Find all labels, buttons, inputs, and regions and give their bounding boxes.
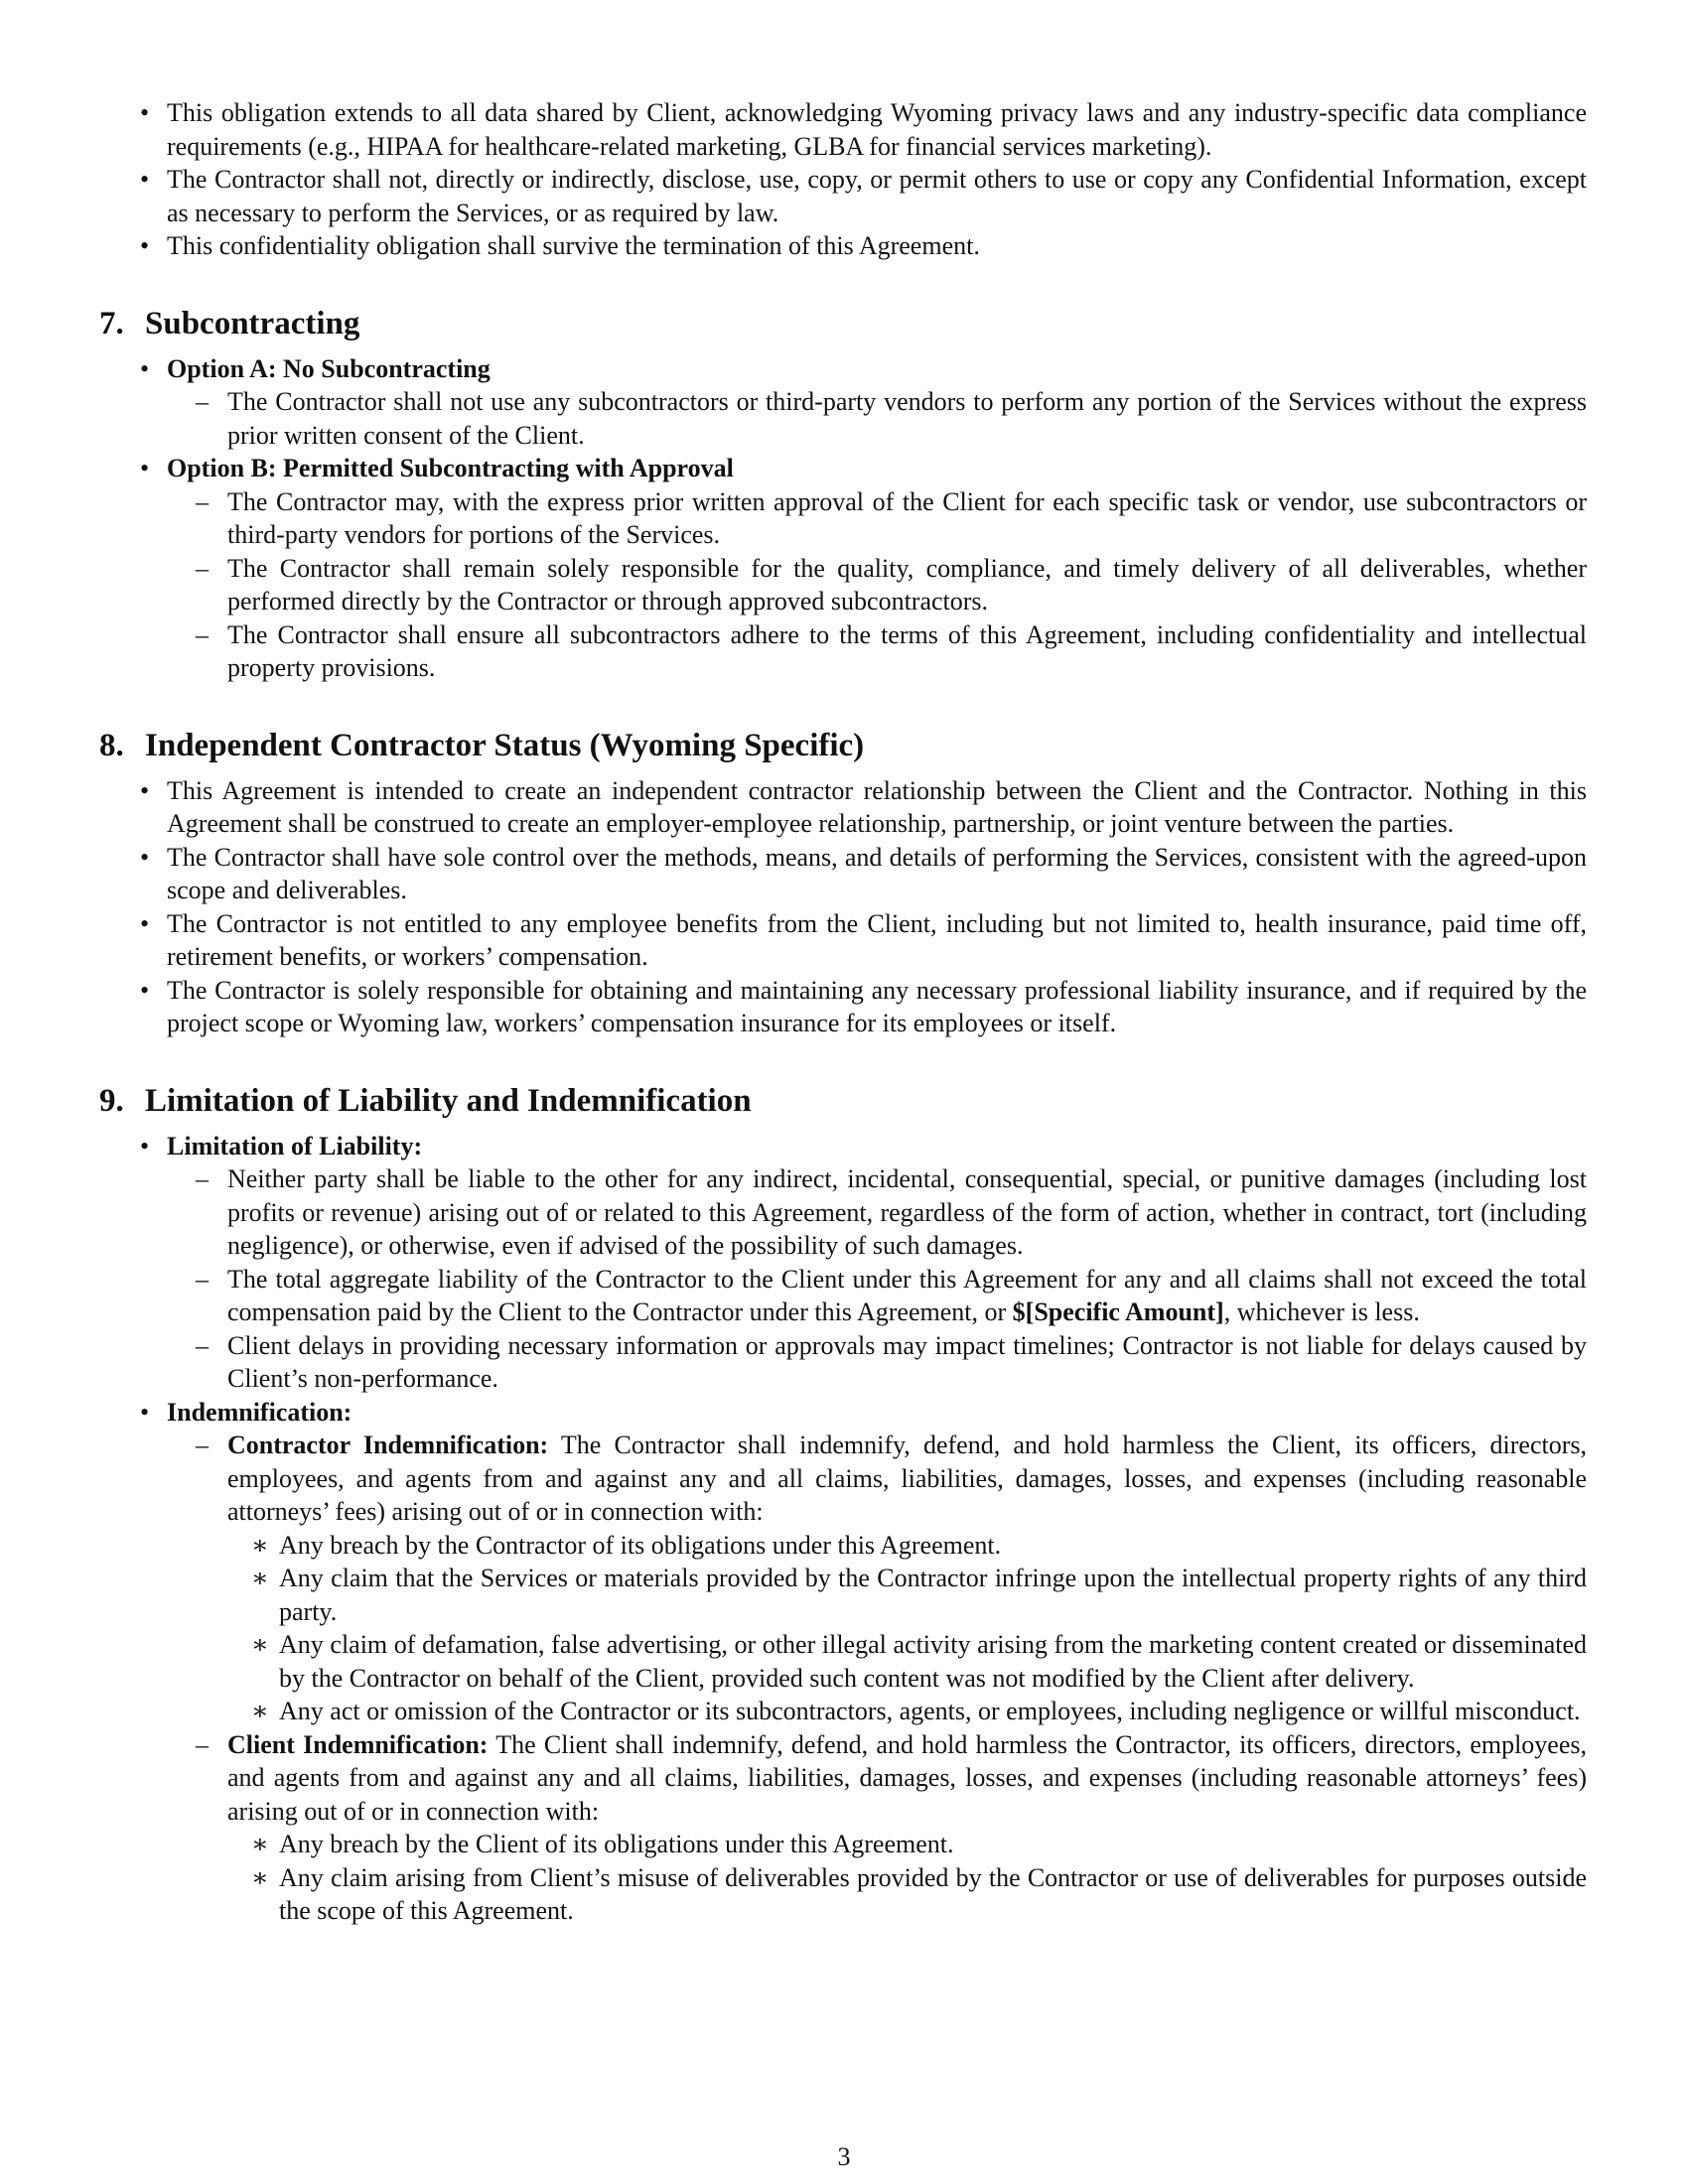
list-item: • Limitation of Liability: – Neither party shall be liable to the other for any indirect, incidental, consequential, special, or punitive damages (including lost profits or revenue) arising out of or related to this Agreement, regardless of the form of action, whether in contract, tort (including negligence), or otherwise, even if advised of the possibility of such damages. – The total aggregate liability of the Contractor to the Client under this Agreement for any and all claims shall not exceed the total compensation paid by the Client to the Contractor under this Agreement, or $[Specific Amount], whichever is less. – Client delays in providing necessary information or approvals may impact timelines; Contractor is not liable for delays caused by Client’s non-performance. — [167, 1130, 1587, 1396]
list-item: • The Contractor shall not, directly or indirectly, disclose, use, copy, or permit others to use or copy any Confidential Information, except as necessary to perform the Services, or as required by law. — [140, 165, 1587, 227]
list-item: ∗ Any claim arising from Client’s misuse of deliverables provided by the Contractor or use of deliverables for purposes outside the scope of this Agreement. — [251, 1862, 1587, 1925]
list-item: ∗ Any breach by the Client of its obligations under this Agreement. — [251, 1830, 954, 1858]
option-b-label: Option B: Permitted Subcontracting with Approval — [167, 454, 734, 482]
list-item: – Neither party shall be liable to the other for any indirect, incidental, consequential, special, or punitive damages (including lost profits or revenue) arising out of or related to this Agreement, regardless of the form of action, whether in contract, tort (including negligence), or otherwise, even if advised of the possibility of such damages. — [196, 1164, 1587, 1260]
list-item: • Option B: Permitted Subcontracting with Approval – The Contractor may, with the express prior written approval of the Client for each specific task or vendor, use subcontractors or third-party vendors for portions of the Services. – The Contractor shall remain solely responsible for the quality, compliance, and timely delivery of all deliverables, whether performed directly by the Contractor or through approved subcontractors. – The Contractor shall ensure all subcontractors adhere to the terms of this Agreement, including confidentiality and intellectual property provisions. — [167, 452, 1587, 685]
list-item: – Client delays in providing necessary information or approvals may impact timelines; Contractor is not liable for delays caused by Client’s non-performance. — [196, 1330, 1587, 1393]
limitation-label: Limitation of Liability: — [167, 1131, 423, 1160]
list-item: ∗ Any claim of defamation, false advertising, or other illegal activity arising from the marketing content created or disseminated by the Contractor on behalf of the Client, provided such content was not modified by the Client after delivery. — [251, 1630, 1587, 1693]
list-item: • The Contractor is solely responsible for obtaining and maintaining any necessary professional liability insurance, and if required by the project scope or Wyoming law, workers’ compensation insurance for its employees or itself. — [140, 975, 1587, 1037]
list-item: – Contractor Indemnification: The Contractor shall indemnify, defend, and hold harmless the Client, its officers, directors, employees, and agents from and against any and all claims, liabilities, damages, losses, and expenses (including reasonable attorneys’ fees) arising out of or in connection with: ∗ Any breach by the Contractor of its obligations under this Agreement. ∗ Any claim that the Services or materials provided by the Contractor infringe upon the intellectual property rights of any third party. ∗ Any claim of defamation, false advertising, or other illegal activity arising from the marketing content created or disseminated by the Contractor on behalf of the Client, provided such content was not modified by the Client after delivery. ∗ Any act or omission of the Contractor or its subcontractors, agents, or employees, including negligence or willful misconduct. — [227, 1429, 1587, 1728]
specific-amount-placeholder: $[Specific Amount] — [1012, 1297, 1224, 1326]
list-item: • This obligation extends to all data shared by Client, acknowledging Wyoming privacy laws and any industry-specific data compliance requirements (e.g., HIPAA for healthcare-related marketing, GLBA for financial services marketing). — [140, 98, 1587, 161]
section-liability-indemnification — [99, 1080, 1587, 1928]
section-independent-contractor — [99, 725, 1587, 1040]
list-item: • This Agreement is intended to create an independent contractor relationship between the Client and the Contractor. Nothing in this Agreement shall be construed to create an employer-employee relationship, partnership, or joint venture between the parties. — [140, 775, 1587, 838]
list-item: • Indemnification: – Contractor Indemnification: The Contractor shall indemnify, defend, and hold harmless the Client, its officers, directors, employees, and agents from and against any and all claims, liabilities, damages, losses, and expenses (including reasonable attorneys’ fees) arising out of or in connection with: ∗ Any breach by the Contractor of its obligations under this Agreement. ∗ Any claim that the Services or materials provided by the Contractor infringe upon the intellectual property rights of any third party. ∗ Any claim of defamation, false advertising, or other illegal activity arising from the marketing content created or disseminated by the Contractor on behalf of the Client, provided such content was not modified by the Client after delivery. ∗ Any act or omission of the Contractor or its subcontractors, agents, or employees, including negligence or willful misconduct. – Client Indemnification: The Client shall indemnify, defend, and hold harmless the Contractor, its officers, directors, employees, and agents from and against any and all claims, liabilities, damages, losses, and expenses (including reasonable attorneys’ fees) arising out of or in connection with: ∗ Any breach by the Client of its obligations under this Agreement. ∗ Any claim arising from Client’s misuse of deliverables provided by the Contractor or use of deliverables for purposes outside the scope of this Agreement. — [167, 1396, 1587, 1928]
section-subcontracting — [99, 303, 1587, 685]
list-item: – The Contractor shall remain solely responsible for the quality, compliance, and timely delivery of all deliverables, whether performed directly by the Contractor or through approved subcontractors. — [196, 553, 1587, 615]
list-item: – The Contractor may, with the express prior written approval of the Client for each specific task or vendor, use subcontractors or third-party vendors for portions of the Services. — [196, 486, 1587, 549]
list-item: – The Contractor shall not use any subcontractors or third-party vendors to perform any portion of the Services without the express prior written consent of the Client. — [196, 387, 1587, 450]
list-item: ∗ Any breach by the Contractor of its obligations under this Agreement. — [251, 1530, 1002, 1560]
client-indemnification-label: Client Indemnification: — [227, 1729, 489, 1759]
page-number: 3 — [837, 2142, 851, 2171]
section-heading: 8. Independent Contractor Status (Wyoming Specific) — [99, 727, 865, 763]
section-heading: 7. Subcontracting — [99, 305, 360, 341]
list-item: ∗ Any act or omission of the Contractor or its subcontractors, agents, or employees, including negligence or willful misconduct. — [251, 1697, 1581, 1725]
list-item: • The Contractor shall have sole control over the methods, means, and details of performing the Services, consistent with the agreed-upon scope and deliverables. — [140, 842, 1587, 904]
indemnification-label: Indemnification: — [167, 1397, 352, 1427]
list-item: – The total aggregate liability of the Contractor to the Client under this Agreement for any and all claims shall not exceed the total compensation paid by the Client to the Contractor under this Agreement, or $[Specific Amount], whichever is less. — [196, 1264, 1587, 1326]
contractor-indemnification-label: Contractor Indemnification: — [227, 1431, 549, 1459]
list-item: – Client Indemnification: The Client shall indemnify, defend, and hold harmless the Contractor, its officers, directors, employees, and agents from and against any and all claims, liabilities, damages, losses, and expenses (including reasonable attorneys’ fees) arising out of or in connection with: ∗ Any breach by the Client of its obligations under this Agreement. ∗ Any claim arising from Client’s misuse of deliverables provided by the Contractor or use of deliverables for purposes outside the scope of this Agreement. — [227, 1728, 1587, 1928]
document-page — [99, 96, 1587, 1928]
list-item: – The Contractor shall ensure all subcontractors adhere to the terms of this Agreement, including confidentiality and intellectual property provisions. — [196, 619, 1587, 682]
list-item: • The Contractor is not entitled to any employee benefits from the Client, including but not limited to, health insurance, paid time off, retirement benefits, or workers’ compensation. — [140, 908, 1587, 971]
confidentiality-bullets — [140, 96, 1587, 263]
list-item: • Option A: No Subcontracting – The Contractor shall not use any subcontractors or third-party vendors to perform any portion of the Services without the express prior written consent of the Client. — [167, 352, 1587, 453]
section-heading: 9. Limitation of Liability and Indemnification — [99, 1082, 752, 1119]
list-item: ∗ Any claim that the Services or materials provided by the Contractor infringe upon the intellectual property rights of any third party. — [251, 1564, 1587, 1626]
list-item: • This confidentiality obligation shall survive the termination of this Agreement. — [140, 231, 980, 260]
option-a-label: Option A: No Subcontracting — [167, 353, 491, 383]
